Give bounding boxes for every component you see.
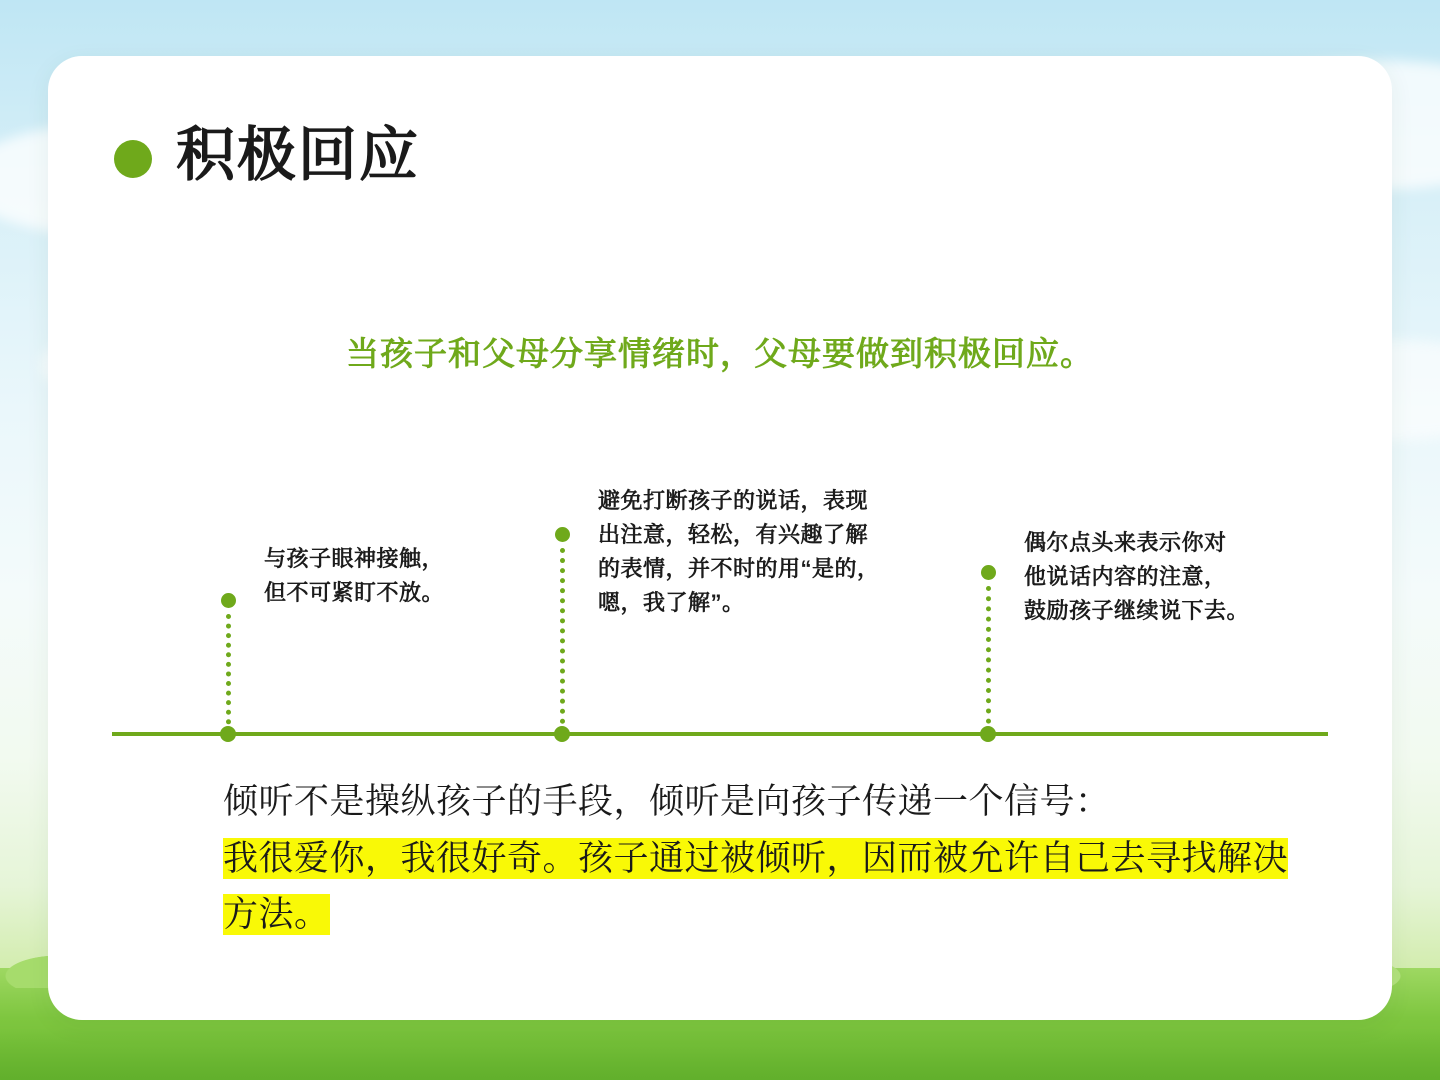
timeline-item-line: 嗯，我了解”。: [598, 589, 745, 615]
timeline-item-line: 偶尔点头来表示你对: [1024, 529, 1227, 555]
timeline-connector: [226, 614, 231, 734]
footer-plain-text: 倾听不是操纵孩子的手段，倾听是向孩子传递一个信号：: [223, 782, 1111, 821]
timeline-item-line: 的表情，并不时的用“是的，: [598, 555, 880, 581]
timeline-item-line: 鼓励孩子继续说下去。: [1024, 597, 1250, 623]
footer-paragraph: [223, 774, 1303, 944]
page-title-label: 积极回应: [176, 122, 421, 188]
slide-card: [48, 56, 1392, 1020]
bullet-dot-icon: [114, 140, 152, 178]
subtitle-label: 当孩子和父母分享情绪时，父母要做到积极回应。: [346, 335, 1094, 372]
timeline-connector: [560, 548, 565, 734]
page-title: [114, 122, 421, 188]
timeline-bullet-icon: [555, 527, 570, 542]
grass-shadow: [0, 1028, 1440, 1080]
timeline-bullet-icon: [221, 593, 236, 608]
timeline-item-line: 但不可紧盯不放。: [264, 579, 445, 605]
timeline: [112, 476, 1328, 736]
timeline-item-text: [598, 484, 998, 620]
footer-highlighted-text: 我很爱你，我很好奇。孩子通过被倾听，因而被允许自己去寻找解决方法。: [223, 838, 1289, 935]
timeline-item-text: [264, 542, 514, 610]
timeline-item-line: 出注意，轻松，有兴趣了解: [598, 521, 869, 547]
timeline-item-line: 与孩子眼神接触，: [264, 545, 445, 571]
timeline-connector: [986, 586, 991, 734]
timeline-axis: [112, 732, 1328, 736]
timeline-item-text: [1024, 526, 1324, 628]
timeline-bullet-icon: [981, 565, 996, 580]
timeline-item-line: 他说话内容的注意，: [1024, 563, 1227, 589]
timeline-item-line: 避免打断孩子的说话，表现: [598, 487, 869, 513]
